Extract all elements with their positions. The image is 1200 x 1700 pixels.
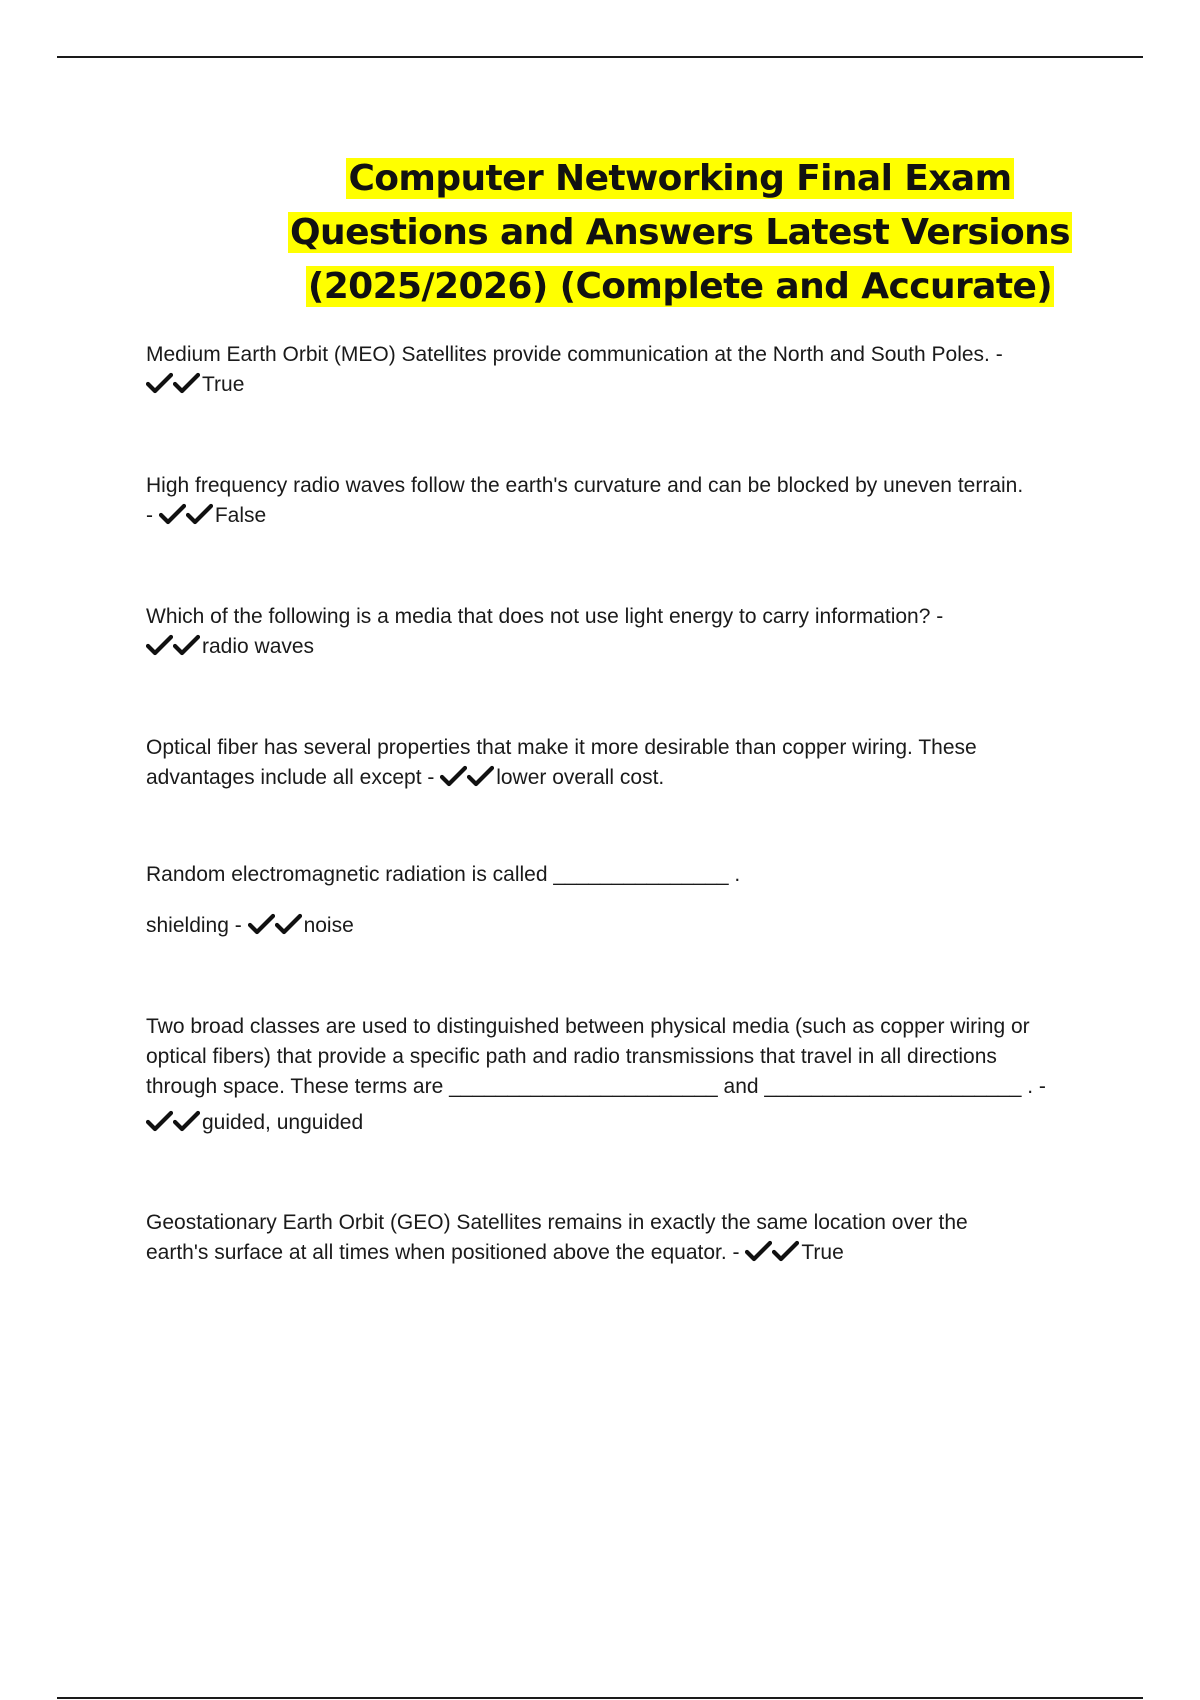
answer-text: guided, unguided bbox=[202, 1111, 364, 1134]
qa-item-2 bbox=[146, 471, 1023, 531]
question-text-line-1: Two broad classes are used to distinguished between physical media (such as copper wiring or bbox=[146, 1015, 1030, 1038]
check-mark-icon bbox=[772, 1240, 799, 1262]
qa-item-6 bbox=[146, 1012, 1046, 1138]
qa-item-5 bbox=[146, 860, 740, 890]
qa-item-7 bbox=[146, 1208, 968, 1268]
qa-item-3 bbox=[146, 602, 943, 662]
check-mark-icon bbox=[467, 765, 494, 787]
answer-text: True bbox=[801, 1241, 844, 1264]
answer-checks bbox=[745, 1238, 799, 1268]
question-text-line-3: through space. These terms are _______________________ and ______________________ . - bbox=[146, 1075, 1046, 1098]
top-rule bbox=[57, 56, 1143, 58]
answer-text: True bbox=[202, 373, 245, 396]
answer-checks bbox=[440, 763, 494, 793]
check-mark-icon bbox=[173, 372, 200, 394]
check-mark-icon bbox=[275, 913, 302, 935]
answer-checks bbox=[146, 370, 200, 400]
answer-prefix: - bbox=[146, 504, 153, 527]
answer-text: radio waves bbox=[202, 635, 315, 658]
qa-item-4 bbox=[146, 733, 977, 793]
answer-prefix: shielding - bbox=[146, 914, 242, 937]
title-line-2: Questions and Answers Latest Versions bbox=[290, 212, 1070, 253]
check-mark-icon bbox=[745, 1240, 772, 1262]
check-mark-icon bbox=[146, 634, 173, 656]
answer-checks bbox=[248, 911, 302, 941]
qa-item-5-answer bbox=[146, 911, 354, 941]
answer-text: lower overall cost. bbox=[496, 766, 665, 789]
check-mark-icon bbox=[159, 503, 186, 525]
check-mark-icon bbox=[173, 634, 200, 656]
check-mark-icon bbox=[146, 1110, 173, 1132]
question-text-line-2: advantages include all except - bbox=[146, 766, 435, 789]
check-mark-icon bbox=[440, 765, 467, 787]
question-text-line-2: optical fibers) that provide a specific path and radio transmissions that travel in all directions bbox=[146, 1045, 997, 1068]
question-text-line-1: Geostationary Earth Orbit (GEO) Satellites remains in exactly the same location over the bbox=[146, 1211, 968, 1234]
question-text: Which of the following is a media that does not use light energy to carry information? - bbox=[146, 605, 944, 628]
bottom-rule bbox=[57, 1697, 1143, 1699]
question-text-line-2: earth's surface at all times when positioned above the equator. - bbox=[146, 1241, 740, 1264]
answer-checks bbox=[146, 632, 200, 662]
answer-text: noise bbox=[303, 914, 354, 937]
qa-item-1 bbox=[146, 340, 1003, 400]
answer-checks bbox=[159, 501, 213, 531]
title-line-3: (2025/2026) (Complete and Accurate) bbox=[307, 266, 1053, 307]
answer-text: False bbox=[214, 504, 267, 527]
title-line-1: Computer Networking Final Exam bbox=[348, 158, 1012, 199]
check-mark-icon bbox=[248, 913, 275, 935]
document-title bbox=[250, 152, 1110, 314]
check-mark-icon bbox=[146, 372, 173, 394]
check-mark-icon bbox=[173, 1110, 200, 1132]
answer-checks bbox=[146, 1108, 200, 1138]
question-text-line-1: Optical fiber has several properties that make it more desirable than copper wiring. These bbox=[146, 736, 977, 759]
question-text: Random electromagnetic radiation is called _______________ . bbox=[146, 863, 741, 886]
question-text: Medium Earth Orbit (MEO) Satellites provide communication at the North and South Poles. - bbox=[146, 343, 1003, 366]
check-mark-icon bbox=[186, 503, 213, 525]
question-text: High frequency radio waves follow the earth's curvature and can be blocked by uneven terrain. bbox=[146, 474, 1024, 497]
